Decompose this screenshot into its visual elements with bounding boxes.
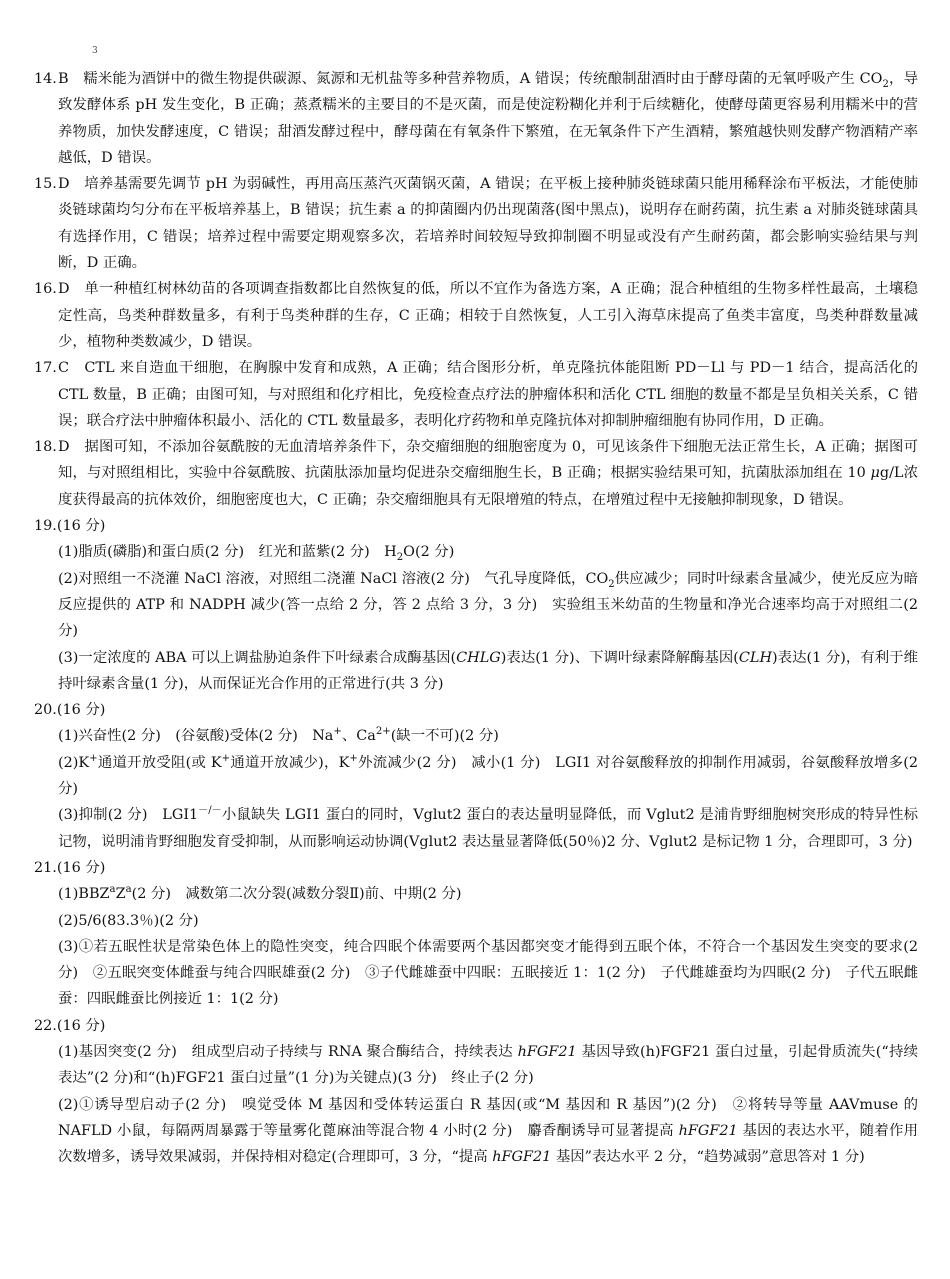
question-20-head: 20.(16 分): [34, 702, 106, 719]
answer-item-14: 14. B 糯米能为酒饼中的微生物提供碳源、氮源和无机盐等多种营养物质，A 错误；传统酿制甜酒时由于酵母菌的无氧呼吸产生 $CO_2$，导致发酵体系 pH 发生变化，B 正确；蒸煮糯米的主要目的不是灭菌，而是使淀粉糊化并利于后续糖化，使酵母菌更容易利用糯米中的营养物质，加快发酵速度，C 错误；甜酒发酵过程中，酵母菌在有氧条件下繁殖，在无氧条件下产生酒精，繁殖越快则发酵产物酒精产率越低，D 错误。: [34, 66, 918, 171]
mu-symbol: μ: [870, 465, 880, 482]
question-19-part-1: (1)脂质(磷脂)和蛋白质(2 分) 红光和蓝紫(2 分) $H_2O(2$ 分): [58, 544, 455, 564]
item-number: 18.: [34, 439, 57, 456]
question-20-part-2: (2)K+通道开放受阻(或 K+通道开放减少)，K+外流减少(2 分) 减小(1 分) LGI1 对谷氨酸释放的抑制作用减弱，谷氨酸释放增多(2 分): [58, 752, 918, 798]
item-text: D 培养基需要先调节 pH 为弱碱性，再用高压蒸汽灭菌锅灭菌，A 错误；在平板上接种肺炎链球菌只能用稀释涂布平板法，才能使肺炎链球菌均匀分布在平板培养基上，B 错误；抗生素 a 的抑菌圈内仍出现菌落(图中黑点)，说明存在耐药菌，抗生素 a 对肺炎链球菌具有选择作用，C 错误；培养过程中需要定期观察多次，若培养时间较短导致抑制圈不明显或没有产生耐药菌，都会影响实验结果与判断，D 正确。: [58, 176, 918, 272]
item-number: 17.: [34, 360, 57, 377]
question-22-part-1: (1)基因突变(2 分) 组成型启动子持续与 RNA 聚合酶结合，持续表达 hFGF21 基因导致(h)FGF21 蛋白过量，引起骨质流失(“持续表达”(2 分)和“(h)FGF21 蛋白过量”(1 分)为关键点)(3 分) 终止子(2 分): [58, 1043, 918, 1087]
item-text: D 据图可知，不添加谷氨酰胺的无血清培养条件下，杂交瘤细胞的细胞密度为 0，可见该条件下细胞无法正常生长，A 正确；据图可知，与对照组相比，实验中谷氨酰胺、抗菌肽添加量均促进杂交瘤细胞生长，B 正确；根据实验结果可知，抗菌肽添加组在 10: [58, 439, 918, 482]
page-number: 3: [92, 46, 98, 56]
question-21-head: 21.(16 分): [34, 859, 106, 876]
answer-item-16: [34, 276, 918, 355]
answer-item-18: [34, 434, 918, 513]
item-text: ，导致发酵体系 pH 发生变化，B 正确；蒸煮糯米的主要目的不是灭菌，而是使淀粉糊化并利于后续糖化，使酵母菌更容易利用糯米中的营养物质，加快发酵速度，C 错误；甜酒发酵过程中，酵母菌在有氧条件下繁殖，在无氧条件下产生酒精，繁殖越快则发酵产物酒精产率越低，D 错误。: [58, 71, 918, 166]
question-20-part-3: (3)抑制(2 分) LGI1－/－小鼠缺失 LGI1 蛋白的同时，Vglut2 蛋白的表达量明显降低，而 Vglut2 是浦肯野细胞树突形成的特异性标记物，说明浦肯野细胞发育受抑制，从而影响运动协调(Vglut2 表达量显著降低(50％)2 分、Vglut2 是标记物 1 分，合理即可，3 分): [58, 805, 918, 850]
question-21-part-1: $(1)BBZ^aZ^a(2$ 分) 减数第二次分裂(减数分裂Ⅱ)前、中期(2 分): [58, 884, 462, 903]
question-20-part-1: (1)兴奋性(2 分) (谷氨酸)受体(2 分) Na+、$Ca^{2+}$(缺一不可)(2 分): [58, 726, 499, 745]
answer-item-17: [34, 355, 918, 434]
answer-item-15: [34, 171, 918, 276]
question-21-part-3: (3)①若五眠性状是常染色体上的隐性突变，纯合四眠个体需要两个基因都突变才能得到五眠个体，不符合一个基因发生突变的要求(2 分) ②五眠突变体雌蚕与纯合四眠雄蚕(2 分) ③子代雌雄蚕中四眠：五眠接近 1：1(2 分) 子代雌雄蚕均为四眠(2 分) 子代五眠雌蚕：四眠雌蚕比例接近 1：1(2 分): [58, 938, 918, 1008]
item-text: g/L浓度获得最高的抗体效价，细胞密度也大，C 正确；杂交瘤细胞具有无限增殖的特点，在增殖过程中无接触抑制现象，D 错误。: [58, 465, 918, 508]
item-number: 16.: [34, 281, 57, 298]
question-19-head: 19.(16 分): [34, 518, 106, 535]
question-22-part-2: (2)①诱导型启动子(2 分) 嗅觉受体 M 基因和受体转运蛋白 R 基因(或“M 基因和 R 基因”)(2 分) ②将转导等量 AAVmuse 的 NAFLD 小鼠，每隔两周暴露于等量雾化蓖麻油等混合物 4 小时(2 分) 麝香酮诱导可显著提高 hFGF21 基因的表达水平，随着作用次数增多，诱导效果减弱，并保持相对稳定(合理即可，3 分，“提高 hFGF21 基因”表达水平 2 分，“趋势减弱”意思答对 1 分): [58, 1096, 918, 1166]
item-text: B 糯米能为酒饼中的微生物提供碳源、氮源和无机盐等多种营养物质，A 错误；传统酿制甜酒时由于酵母菌的无氧呼吸产生 CO: [58, 71, 883, 87]
question-19-part-3: (3)一定浓度的 ABA 可以上调盐胁迫条件下叶绿素合成酶基因(CHLG)表达(1 分)、下调叶绿素降解酶基因(CLH)表达(1 分)，有利于维持叶绿素含量(1 分)，从而保证光合作用的正常进行(共 3 分): [58, 649, 918, 692]
question-21-part-2: (2)5/6(83.3％)(2 分): [58, 912, 199, 929]
item-number: 14.: [34, 71, 57, 87]
item-number: 15.: [34, 176, 57, 193]
answer-content: [34, 66, 918, 1170]
item-text: D 单一种植红树林幼苗的各项调查指数都比自然恢复的低，所以不宜作为备选方案，A 正确；混合种植组的生物多样性最高，土壤稳定性高，鸟类种群数量多，有利于鸟类种群的生存，C 正确；相较于自然恢复，人工引入海草床提高了鱼类丰富度，鸟类种群数量减少，植物种类数减少，D 错误。: [58, 281, 918, 350]
question-19-part-2: (2)对照组一不浇灌 NaCl 溶液，对照组二浇灌 NaCl 溶液(2 分) 气孔导度降低，$CO_2$供应减少；同时叶绿素含量减少，使光反应为暗反应提供的 ATP 和 NADPH 减少(答一点给 2 分，答 2 点给 3 分，3 分) 实验组玉米幼苗的生物量和净光合速率均高于对照组二(2 分): [58, 570, 918, 640]
question-22-head: 22.(16 分): [34, 1017, 106, 1034]
item-text: C CTL 来自造血干细胞，在胸腺中发育和成熟，A 正确；结合图形分析，单克隆抗体能阻断 PD－Ll 与 PD－1 结合，提高活化的 CTL 数量，B 正确；由图可知，与对照组和化疗相比，免疫检查点疗法的肿瘤体积和活化 CTL 细胞的数量不都是呈负相关关系，C 错误；联合疗法中肿瘤体积最小、活化的 CTL 数量最多，表明化疗药物和单克隆抗体对抑制肿瘤细胞有协同作用，D 正确。: [58, 360, 918, 429]
